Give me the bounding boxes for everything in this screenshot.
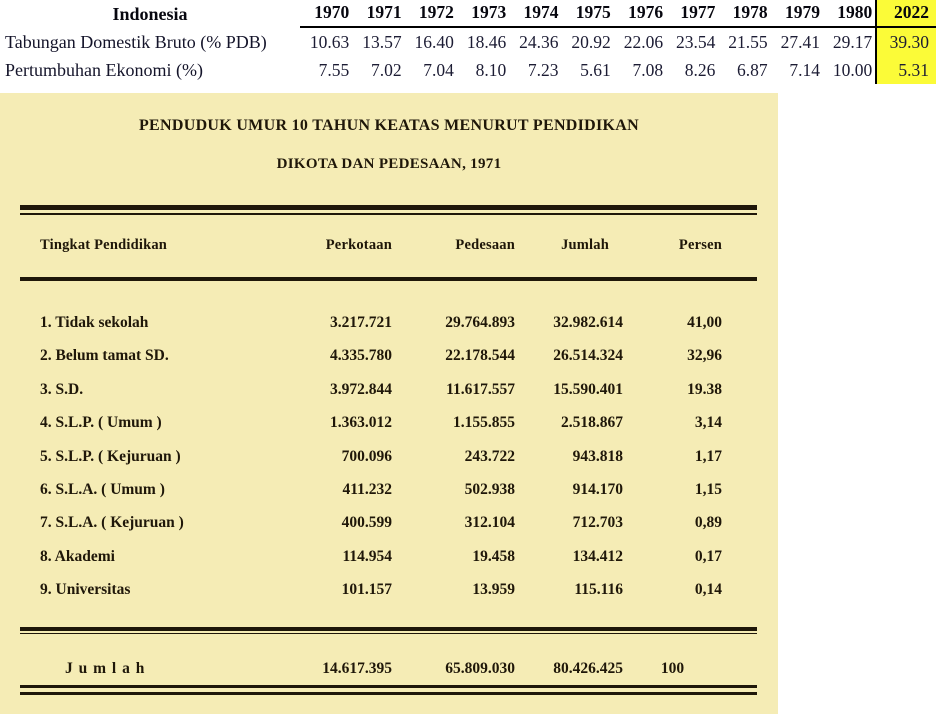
- perkotaan-cell: 3.217.721: [330, 314, 392, 331]
- indicator-value-cell: 7.08: [632, 60, 664, 80]
- jumlah-cell: 2.518.867: [561, 414, 623, 432]
- year-header-cell: 1977: [666, 0, 718, 28]
- persen-cell: 0,17: [694, 547, 722, 565]
- indicator-value-cell: 7.02: [370, 60, 402, 80]
- pedesaan-cell: 502.938: [464, 480, 515, 498]
- table-row: [0, 506, 778, 539]
- row-label: 5. S.L.P. ( Kejuruan ): [40, 447, 181, 465]
- perkotaan-cell: 101.157: [341, 581, 392, 599]
- indicator-value-cell: 10.63: [309, 32, 350, 52]
- persen-cell: 1,17: [694, 447, 722, 465]
- column-header-perkotaan: Perkotaan: [325, 237, 392, 253]
- single-rule-under-header: [20, 277, 757, 281]
- rule-above-total: [20, 627, 757, 634]
- persen-cell: 0,14: [694, 581, 722, 599]
- row-label: 1. Tidak sekolah: [40, 314, 149, 331]
- indicator-value-cell: 27.41: [780, 32, 820, 52]
- table-row: [0, 440, 778, 473]
- scan-table-subtitle: DIKOTA DAN PEDESAAN, 1971: [276, 156, 502, 172]
- indicator-value-cell: 13.57: [362, 32, 402, 52]
- indicator-value-cell: 22.06: [623, 32, 664, 52]
- row-label: 8. Akademi: [40, 547, 115, 565]
- row-label: 7. S.L.A. ( Kejuruan ): [40, 514, 184, 532]
- indicator-value-cell: 23.54: [676, 32, 716, 52]
- double-rule-top: [20, 205, 757, 215]
- row-label: 3. S.D.: [40, 380, 84, 398]
- year-header-cell: 1980: [823, 0, 875, 28]
- highlight-year-cell: 2022: [875, 0, 936, 28]
- table-row: [0, 540, 778, 573]
- indicator-row-label: Pertumbuhan Ekonomi (%): [5, 60, 203, 80]
- indicator-value-cell: 7.04: [423, 60, 454, 80]
- jumlah-cell: 115.116: [574, 581, 623, 599]
- table-row: [0, 406, 778, 439]
- row-label: 9. Universitas: [40, 581, 131, 599]
- perkotaan-cell: 1.363.012: [330, 414, 392, 432]
- perkotaan-cell: 400.599: [341, 514, 392, 532]
- persen-cell: 3,14: [694, 414, 722, 432]
- scan-table-body: [0, 306, 778, 607]
- indicator-value-cell: 7.14: [789, 60, 820, 80]
- indicator-value-cell: 7.23: [527, 60, 559, 80]
- double-rule-bottom: [20, 685, 757, 695]
- column-header-jumlah: Jumlah: [561, 237, 609, 253]
- indicator-value-cell: 7.55: [318, 60, 350, 80]
- year-header-cell: 1971: [352, 0, 404, 28]
- pedesaan-cell: 312.104: [464, 514, 515, 532]
- pedesaan-cell: 13.959: [472, 581, 515, 599]
- total-pedesaan: 65.809.030: [445, 660, 515, 677]
- jumlah-cell: 32.982.614: [553, 314, 623, 331]
- pedesaan-cell: 11.617.557: [446, 380, 515, 398]
- table-row: [0, 306, 778, 339]
- indicator-value-cell: 8.26: [684, 60, 716, 80]
- indicator-table: [0, 0, 936, 84]
- row-label: 4. S.L.P. ( Umum ): [40, 414, 162, 432]
- indicator-value-cell: 18.46: [466, 32, 507, 52]
- year-header-cell: 1979: [771, 0, 823, 28]
- table-row: [0, 573, 778, 606]
- jumlah-cell: 914.170: [572, 480, 623, 498]
- indicator-row-label: Tabungan Domestik Bruto (% PDB): [5, 32, 267, 52]
- year-header-cell: 1976: [614, 0, 666, 28]
- perkotaan-cell: 4.335.780: [330, 347, 392, 365]
- year-header-cell: 1975: [561, 0, 613, 28]
- indicator-value-cell: 5.61: [580, 60, 611, 80]
- year-header-cell: 1972: [405, 0, 457, 28]
- column-header-tingkat-pendidikan: Tingkat Pendidikan: [40, 237, 168, 253]
- year-header-cell: 1970: [300, 0, 352, 28]
- corner-label: Indonesia: [112, 4, 188, 24]
- column-header-pedesaan: Pedesaan: [455, 237, 515, 253]
- pedesaan-cell: 22.178.544: [445, 347, 515, 365]
- table-row: [0, 339, 778, 372]
- total-persen: 100: [660, 660, 685, 677]
- indicator-value-cell: 29.17: [832, 32, 873, 52]
- scan-table-panel: [0, 93, 778, 714]
- table-row: [0, 473, 778, 506]
- indicator-value-cell: 8.10: [475, 60, 507, 80]
- column-header-persen: Persen: [678, 237, 722, 253]
- persen-cell: 0,89: [694, 514, 722, 532]
- jumlah-cell: 134.412: [572, 547, 623, 565]
- total-jumlah: 80.426.425: [553, 660, 623, 677]
- pedesaan-cell: 1.155.855: [453, 414, 515, 432]
- jumlah-cell: 712.703: [572, 514, 623, 532]
- jumlah-cell: 943.818: [572, 447, 623, 465]
- row-label: 2. Belum tamat SD.: [40, 347, 169, 365]
- row-label: 6. S.L.A. ( Umum ): [40, 480, 165, 498]
- persen-cell: 1,15: [694, 480, 722, 498]
- perkotaan-cell: 3.972.844: [330, 380, 392, 398]
- jumlah-cell: 15.590.401: [553, 380, 623, 398]
- perkotaan-cell: 700.096: [341, 447, 392, 465]
- pedesaan-cell: 19.458: [472, 547, 515, 565]
- indicator-value-cell: 20.92: [571, 32, 611, 52]
- perkotaan-cell: 114.954: [342, 547, 392, 565]
- total-perkotaan: 14.617.395: [322, 660, 392, 677]
- persen-cell: 32,96: [687, 347, 722, 365]
- indicator-value-cell: 24.36: [519, 32, 559, 52]
- year-header-cell: 1978: [718, 0, 770, 28]
- indicator-value-cell: 16.40: [414, 32, 454, 52]
- indicator-value-cell: 10.00: [832, 60, 873, 80]
- persen-cell: 41,00: [687, 314, 722, 331]
- scan-table-header-row: [0, 230, 818, 260]
- pedesaan-cell: 29.764.893: [445, 314, 515, 331]
- total-row-label: J u m l a h: [65, 660, 146, 677]
- year-header-cell: 1973: [457, 0, 509, 28]
- scan-table-total-row: [0, 649, 818, 689]
- jumlah-cell: 26.514.324: [553, 347, 623, 365]
- indicator-value-cell: 6.87: [737, 60, 768, 80]
- year-header-cell: 1974: [509, 0, 561, 28]
- highlight-value-cell: 39.30: [875, 28, 936, 56]
- scan-table-title: PENDUDUK UMUR 10 TAHUN KEATAS MENURUT PENDIDIKAN: [138, 117, 640, 134]
- highlight-value-cell: 5.31: [875, 56, 936, 84]
- persen-cell: 19.38: [687, 380, 722, 398]
- perkotaan-cell: 411.232: [342, 480, 392, 498]
- pedesaan-cell: 243.722: [464, 447, 515, 465]
- indicator-value-cell: 21.55: [728, 32, 768, 52]
- table-row: [0, 373, 778, 406]
